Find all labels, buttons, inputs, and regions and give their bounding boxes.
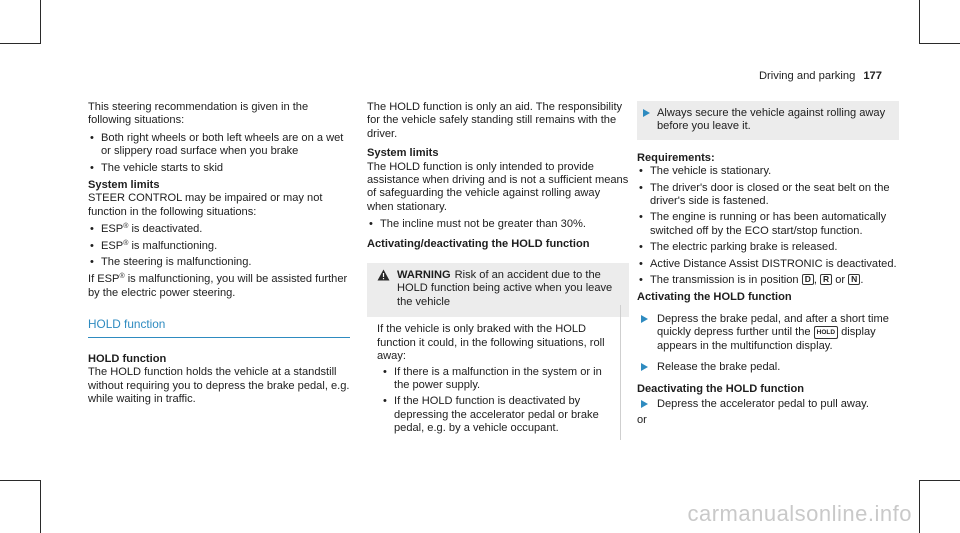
subheading: System limits — [367, 147, 439, 160]
intro-text: This steering recommendation is given in the following situations: — [88, 101, 309, 127]
column-middle — [367, 101, 629, 440]
list-item: • ESP® is deactivated. — [88, 223, 350, 236]
intro-list — [88, 132, 350, 175]
subheading: System limits — [88, 179, 160, 192]
arrow-icon — [641, 315, 648, 323]
section-title: HOLD function — [88, 318, 350, 337]
or-text: or — [637, 414, 647, 427]
column-left — [88, 101, 350, 410]
list-item: • If the HOLD function is deactivated by depressing the accelerator pedal or brake pedal, e.g. by a vehicle occupant. — [381, 395, 619, 435]
list-item: • The vehicle starts to skid — [88, 162, 350, 175]
tip-text: Always secure the vehicle against rolling away before you leave it. — [657, 107, 886, 133]
page-number: 177 — [863, 70, 882, 82]
body-text: The HOLD function is only an aid. The responsibility for the vehicle safely standing still remains with the driver. — [367, 101, 623, 140]
warning-box — [367, 263, 629, 317]
crop-mark — [919, 480, 920, 533]
warning-list — [377, 366, 619, 436]
subheading: HOLD function — [88, 352, 167, 365]
list-item: • The engine is running or has been automatically switched off by the ECO start/stop function. — [637, 211, 899, 238]
instruction-step: Release the brake pedal. — [637, 361, 899, 374]
tip-box — [637, 101, 899, 140]
hold-display-icon: HOLD — [814, 326, 838, 339]
warning-head — [377, 269, 619, 309]
body-text: The HOLD function is only intended to provide assistance when driving and is not a sufficient means of safeguarding the vehicle against rolling away when stationary. — [367, 160, 629, 213]
crop-mark — [919, 0, 920, 44]
esp-list — [88, 223, 350, 269]
list-item: • The driver's door is closed or the seat belt on the driver's side is fastened. — [637, 182, 899, 209]
warning-triangle-icon — [377, 269, 390, 281]
crop-mark — [0, 43, 41, 44]
warning-label: WARNING — [397, 269, 451, 282]
column-right — [637, 101, 899, 432]
crop-mark — [40, 480, 41, 533]
gear-n-key: N — [848, 274, 860, 285]
body-text: If ESP® is malfunctioning, you will be assisted further by the electric power steering. — [88, 273, 348, 299]
crop-mark — [919, 480, 960, 481]
arrow-icon — [641, 400, 648, 408]
list-item: • The incline must not be greater than 30%. — [367, 218, 629, 231]
body-text: STEER CONTROL may be impaired or may not function in the following situations: — [88, 192, 323, 218]
subheading: Requirements: — [637, 151, 715, 164]
crop-mark — [919, 43, 960, 44]
gear-d-key: D — [802, 274, 814, 285]
warning-text: If the vehicle is only braked with the HOLD function it could, in the following situations, roll away: — [377, 323, 605, 363]
watermark: carmanualsonline.info — [687, 501, 912, 526]
instruction-step: Depress the accelerator pedal to pull away. — [637, 398, 899, 411]
subheading: Deactivating the HOLD function — [637, 382, 805, 395]
list-item: • The transmission is in position D , R or N . — [637, 274, 899, 287]
list-item: • Both right wheels or both left wheels are on a wet or slippery road surface when you brake — [88, 132, 350, 159]
limits-list — [367, 218, 629, 231]
gear-r-key: R — [820, 274, 832, 285]
warning-heading: Risk of an accident due to the HOLD function being active when you leave the vehicle — [397, 269, 613, 308]
warning-body — [367, 323, 629, 435]
list-item: • If there is a malfunction in the system or in the power supply. — [381, 366, 619, 393]
subheading: Activating/deactivating the HOLD function — [367, 237, 590, 250]
header-section: Driving and parking — [758, 70, 856, 82]
subheading: Activating the HOLD function — [637, 291, 792, 304]
body-text: The HOLD function holds the vehicle at a standstill without requiring you to depress the brake pedal, e.g. while waiting in traffic. — [88, 366, 350, 405]
crop-mark — [0, 480, 41, 481]
instruction-step: Depress the brake pedal, and after a short time quickly depress further until the HOLD display appears in the multifunction display. — [637, 313, 899, 353]
arrow-icon — [641, 363, 648, 371]
list-item: • Active Distance Assist DISTRONIC is deactivated. — [637, 258, 899, 271]
warning-divider — [620, 305, 621, 440]
list-item: • The steering is malfunctioning. — [88, 256, 350, 269]
list-item: • The vehicle is stationary. — [637, 165, 899, 178]
requirements-list — [637, 165, 899, 287]
list-item: • The electric parking brake is released. — [637, 241, 899, 254]
running-header — [759, 70, 882, 82]
crop-mark — [40, 0, 41, 44]
list-item: • ESP® is malfunctioning. — [88, 240, 350, 253]
arrow-icon — [643, 109, 650, 117]
